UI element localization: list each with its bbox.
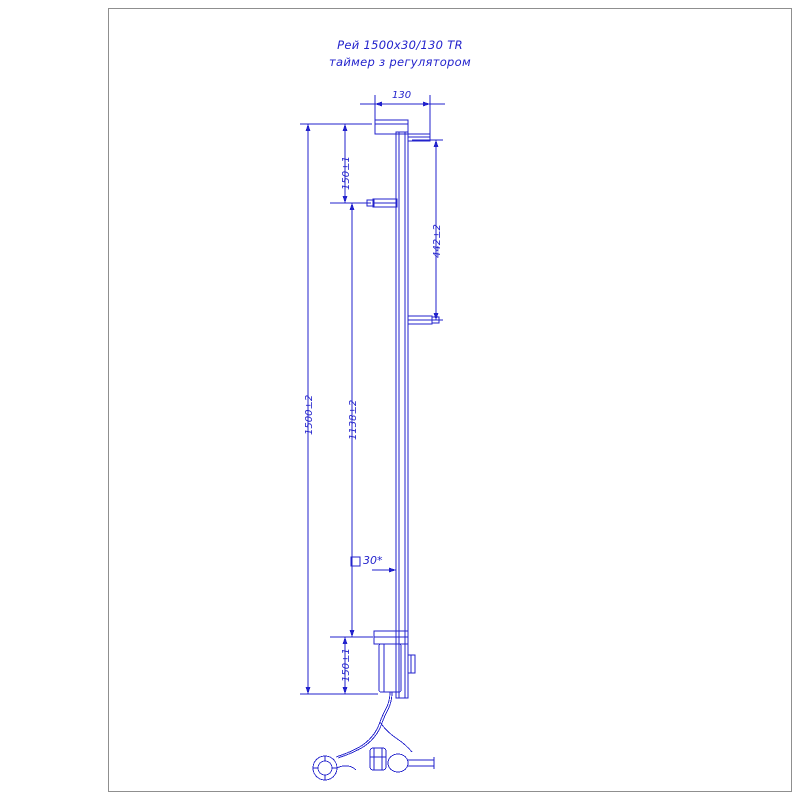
dimension-label-bottom-offset: 150±1 — [341, 648, 352, 682]
dimension-bottom-offset — [330, 637, 378, 694]
thermostat-knob — [313, 756, 356, 780]
dimension-width-top — [360, 95, 445, 136]
power-plug — [370, 748, 386, 770]
dimension-label-bracket-span: 442±2 — [432, 224, 443, 258]
heater-body — [396, 132, 408, 698]
drawing-title-line-2: таймер з регулятором — [329, 55, 471, 69]
dimension-label-tube-section: 30* — [363, 554, 383, 567]
dimension-label-inner-height: 1138±2 — [348, 399, 359, 440]
dimension-label-width-top: 130 — [392, 90, 412, 101]
drawing-title-line-1: Рей 1500х30/130 TR — [337, 38, 463, 52]
top-manifold — [375, 120, 430, 141]
upper-bracket — [367, 199, 397, 207]
dimension-label-top-offset: 150±1 — [341, 156, 352, 190]
bottom-control-block — [374, 631, 415, 692]
cable-connector — [388, 754, 434, 772]
dimension-label-total-height: 1500±2 — [304, 394, 315, 435]
